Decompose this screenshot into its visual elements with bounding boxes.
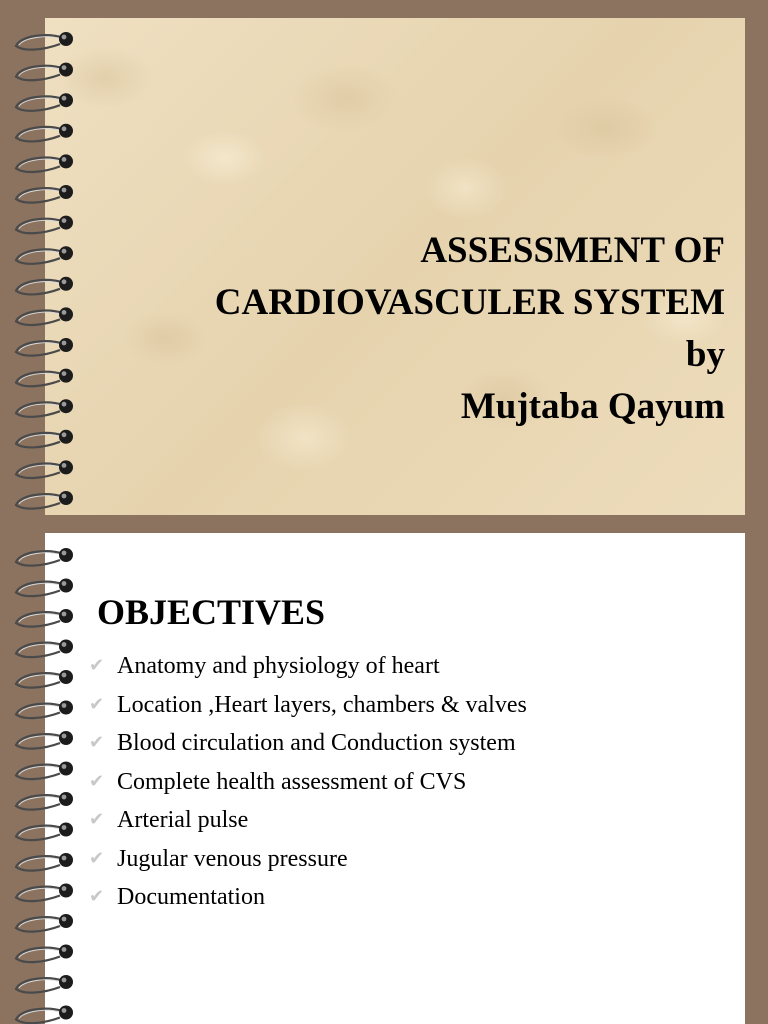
list-item-text: Location ,Heart layers, chambers & valves (117, 691, 527, 718)
title-line: by (685, 334, 725, 375)
spiral-ring (16, 914, 73, 932)
objectives-slide (45, 533, 745, 1024)
spiral-ring (16, 124, 73, 142)
list-item (89, 724, 527, 763)
list-item (89, 763, 527, 802)
title-slide (45, 18, 745, 515)
spiral-ring (16, 369, 73, 387)
spiral-ring (16, 399, 73, 417)
spiral-ring (16, 338, 73, 356)
spiral-ring (16, 762, 73, 780)
title-line: Mujtaba Qayum (460, 386, 725, 427)
checkmark-icon: ✔ (89, 847, 105, 869)
spiral-ring (16, 491, 73, 509)
spiral-binding-icon (10, 24, 80, 514)
spiral-ring (16, 32, 73, 50)
list-item-text: Arterial pulse (117, 807, 249, 833)
spiral-binding-icon (10, 540, 80, 1024)
objectives-heading: OBJECTIVES (97, 592, 326, 632)
spiral-ring (16, 430, 73, 448)
checkmark-icon: ✔ (89, 770, 105, 792)
list-item-text: Documentation (117, 884, 265, 910)
list-item-text: Jugular venous pressure (117, 845, 348, 872)
spiral-ring (16, 853, 73, 871)
title-line: CARDIOVASCULER SYSTEM (214, 282, 725, 323)
spiral-ring (16, 731, 73, 749)
list-item-text: Blood circulation and Conduction system (117, 730, 516, 756)
objectives-list (89, 647, 527, 917)
spiral-ring (16, 975, 73, 993)
list-item-text: Complete health assessment of CVS (117, 768, 467, 795)
checkmark-icon: ✔ (89, 655, 105, 676)
checkmark-icon: ✔ (89, 693, 105, 715)
spiral-ring (16, 792, 73, 810)
spiral-ring (16, 945, 73, 963)
list-item (89, 686, 527, 725)
spiral-ring (16, 154, 73, 172)
slide-title (85, 225, 725, 433)
spiral-ring (16, 640, 73, 658)
list-item (89, 878, 527, 917)
title-line: ASSESSMENT OF (420, 230, 725, 271)
list-item (89, 801, 527, 840)
list-item-text: Anatomy and physiology of heart (117, 653, 440, 679)
spiral-ring (16, 884, 73, 902)
spiral-ring (16, 307, 73, 325)
spiral-ring (16, 277, 73, 295)
spiral-ring (16, 701, 73, 719)
spiral-ring (16, 670, 73, 688)
spiral-ring (16, 548, 73, 566)
spiral-ring (16, 246, 73, 264)
list-item (89, 840, 527, 879)
spiral-ring (16, 185, 73, 203)
spiral-ring (16, 609, 73, 627)
checkmark-icon: ✔ (89, 732, 105, 753)
spiral-ring (16, 63, 73, 81)
spiral-ring (16, 1006, 73, 1024)
checkmark-icon: ✔ (89, 886, 105, 907)
list-item (89, 647, 527, 686)
spiral-ring (16, 579, 73, 597)
spiral-ring (16, 460, 73, 478)
checkmark-icon: ✔ (89, 809, 105, 830)
spiral-ring (16, 823, 73, 841)
spiral-ring (16, 216, 73, 234)
spiral-ring (16, 93, 73, 111)
